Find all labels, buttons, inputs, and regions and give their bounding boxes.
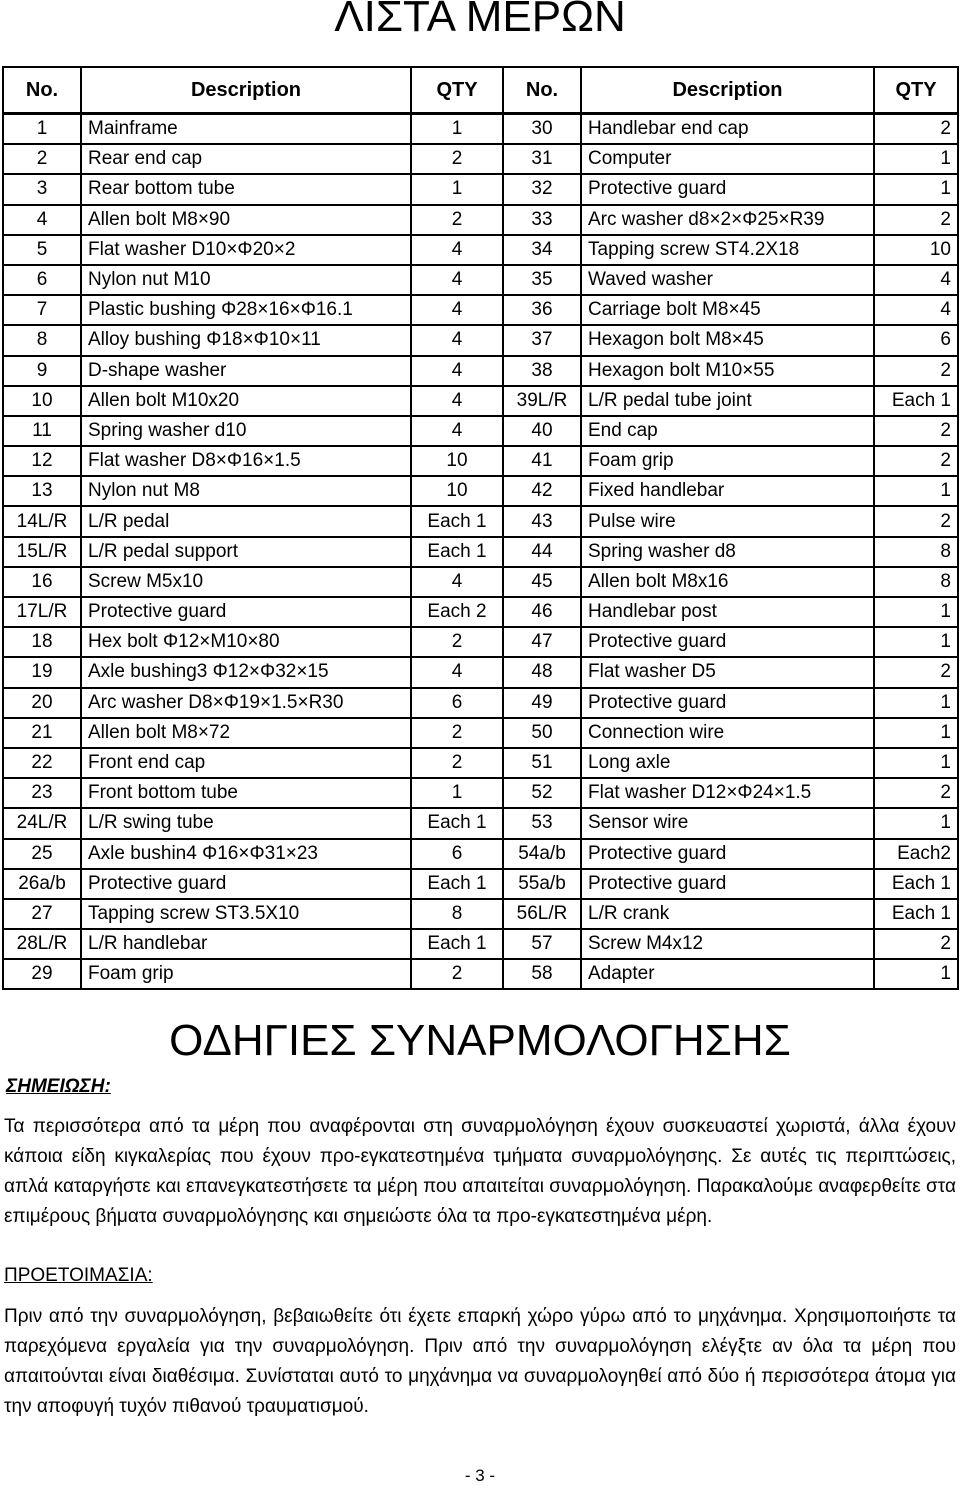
part-qty-right: 4 [874, 265, 958, 295]
part-description-right: Arc washer d8×2×Φ25×R39 [581, 205, 874, 235]
table-row [3, 235, 958, 265]
part-no-left: 21 [3, 718, 81, 748]
part-no-left: 22 [3, 748, 81, 778]
part-description-left: Arc washer D8×Φ19×1.5×R30 [81, 688, 411, 718]
header-no-left: No. [3, 67, 81, 114]
part-qty-left: 6 [411, 688, 503, 718]
part-no-left: 26a/b [3, 869, 81, 899]
part-no-left: 28L/R [3, 929, 81, 959]
part-qty-right: 2 [874, 506, 958, 536]
part-qty-right: 4 [874, 295, 958, 325]
preparation-label: ΠΡΟΕΤΟΙΜΑΣΙΑ: [4, 1265, 153, 1286]
part-no-left: 3 [3, 174, 81, 204]
table-row [3, 869, 958, 899]
table-row [3, 174, 958, 204]
table-row [3, 476, 958, 506]
part-description-right: Sensor wire [581, 808, 874, 838]
part-qty-right: 1 [874, 627, 958, 657]
part-description-left: Plastic bushing Φ28×16×Φ16.1 [81, 295, 411, 325]
part-qty-left: 2 [411, 748, 503, 778]
part-description-left: L/R swing tube [81, 808, 411, 838]
table-row [3, 959, 958, 989]
part-qty-right: 1 [874, 808, 958, 838]
part-no-left: 20 [3, 688, 81, 718]
table-row [3, 416, 958, 446]
part-description-right: Flat washer D12×Φ24×1.5 [581, 778, 874, 808]
part-no-right: 43 [503, 506, 581, 536]
part-description-right: Adapter [581, 959, 874, 989]
part-description-right: Pulse wire [581, 506, 874, 536]
part-no-left: 19 [3, 657, 81, 687]
part-no-right: 31 [503, 144, 581, 174]
part-no-left: 11 [3, 416, 81, 446]
part-qty-right: 1 [874, 476, 958, 506]
part-qty-left: 10 [411, 446, 503, 476]
part-description-left: Foam grip [81, 959, 411, 989]
part-description-left: D-shape washer [81, 356, 411, 386]
header-description-right: Description [581, 67, 874, 114]
part-no-left: 10 [3, 386, 81, 416]
part-description-right: Allen bolt M8x16 [581, 567, 874, 597]
part-no-right: 34 [503, 235, 581, 265]
part-description-left: Allen bolt M8×90 [81, 205, 411, 235]
part-qty-left: 4 [411, 386, 503, 416]
part-description-left: Axle bushing3 Φ12×Φ32×15 [81, 657, 411, 687]
part-qty-left: 4 [411, 416, 503, 446]
part-no-right: 55a/b [503, 869, 581, 899]
table-row [3, 295, 958, 325]
page-number: - 3 - [464, 1466, 496, 1485]
part-no-left: 2 [3, 144, 81, 174]
header-qty-right: QTY [874, 67, 958, 114]
part-no-left: 23 [3, 778, 81, 808]
part-qty-right: 8 [874, 567, 958, 597]
part-qty-right: 2 [874, 205, 958, 235]
part-qty-left: 4 [411, 356, 503, 386]
part-no-right: 32 [503, 174, 581, 204]
part-description-right: Long axle [581, 748, 874, 778]
table-row [3, 265, 958, 295]
part-description-right: Hexagon bolt M8×45 [581, 325, 874, 355]
table-row [3, 718, 958, 748]
part-no-left: 15L/R [3, 537, 81, 567]
part-description-right: Tapping screw ST4.2X18 [581, 235, 874, 265]
part-qty-left: Each 2 [411, 597, 503, 627]
part-qty-right: 1 [874, 748, 958, 778]
part-description-right: Protective guard [581, 688, 874, 718]
table-row [3, 597, 958, 627]
part-description-left: Mainframe [81, 114, 411, 145]
part-qty-left: 2 [411, 144, 503, 174]
part-description-right: Foam grip [581, 446, 874, 476]
part-description-left: L/R pedal support [81, 537, 411, 567]
part-qty-left: 6 [411, 839, 503, 869]
header-no-right: No. [503, 67, 581, 114]
table-row [3, 839, 958, 869]
table-row [3, 627, 958, 657]
parts-table-body [3, 114, 958, 990]
table-row [3, 205, 958, 235]
part-qty-right: 1 [874, 174, 958, 204]
part-qty-left: Each 1 [411, 808, 503, 838]
table-row [3, 567, 958, 597]
part-description-left: Flat washer D8×Φ16×1.5 [81, 446, 411, 476]
table-row [3, 808, 958, 838]
part-description-left: Allen bolt M8×72 [81, 718, 411, 748]
part-qty-right: 1 [874, 688, 958, 718]
part-no-right: 50 [503, 718, 581, 748]
part-no-left: 27 [3, 899, 81, 929]
part-no-right: 35 [503, 265, 581, 295]
part-qty-right: 1 [874, 144, 958, 174]
part-description-right: Waved washer [581, 265, 874, 295]
part-no-left: 7 [3, 295, 81, 325]
table-row [3, 446, 958, 476]
table-row [3, 537, 958, 567]
part-qty-left: Each 1 [411, 537, 503, 567]
part-qty-left: 2 [411, 959, 503, 989]
part-description-right: Fixed handlebar [581, 476, 874, 506]
part-description-right: Hexagon bolt M10×55 [581, 356, 874, 386]
part-no-right: 42 [503, 476, 581, 506]
table-row [3, 748, 958, 778]
part-qty-right: 2 [874, 778, 958, 808]
part-qty-left: 4 [411, 567, 503, 597]
part-no-left: 25 [3, 839, 81, 869]
part-no-left: 12 [3, 446, 81, 476]
part-qty-right: 2 [874, 356, 958, 386]
part-no-right: 40 [503, 416, 581, 446]
part-no-left: 8 [3, 325, 81, 355]
part-qty-left: 8 [411, 899, 503, 929]
part-description-right: End cap [581, 416, 874, 446]
part-no-right: 57 [503, 929, 581, 959]
part-qty-left: 1 [411, 778, 503, 808]
part-no-right: 47 [503, 627, 581, 657]
table-row [3, 356, 958, 386]
part-description-left: Front bottom tube [81, 778, 411, 808]
part-description-left: Protective guard [81, 869, 411, 899]
assembly-instructions-title: ΟΔΗΓΙΕΣ ΣΥΝΑΡΜΟΛΟΓΗΣΗΣ [169, 1016, 791, 1065]
part-qty-right: 10 [874, 235, 958, 265]
part-description-left: Hex bolt Φ12×M10×80 [81, 627, 411, 657]
table-row [3, 386, 958, 416]
part-description-left: Axle bushin4 Φ16×Φ31×23 [81, 839, 411, 869]
part-no-left: 6 [3, 265, 81, 295]
part-description-left: Spring washer d10 [81, 416, 411, 446]
table-row [3, 144, 958, 174]
part-description-left: L/R pedal [81, 506, 411, 536]
part-qty-right: 2 [874, 657, 958, 687]
part-description-right: Computer [581, 144, 874, 174]
part-description-right: Protective guard [581, 174, 874, 204]
part-description-right: L/R pedal tube joint [581, 386, 874, 416]
part-no-right: 48 [503, 657, 581, 687]
part-description-left: L/R handlebar [81, 929, 411, 959]
table-row [3, 688, 958, 718]
part-qty-right: Each 1 [874, 386, 958, 416]
part-qty-right: 6 [874, 325, 958, 355]
part-no-right: 53 [503, 808, 581, 838]
note-paragraph: Τα περισσότερα από τα μέρη που αναφέρονται στη συναρμολόγηση έχουν συσκευαστεί χωριστά, άλλα έχουν κάποια είδη κιγκαλερίας που έχουν προ-εγκατεστημένα τμήματα συναρμολόγησης. Σε αυτές τις περιπτώσεις, απλά καταργήστε και επανεγκατεστήσετε τα μέρη που απαιτείται συναρμολόγηση. Παρακαλούμε αναφερθείτε στα επιμέρους βήματα συναρμολόγησης και σημειώστε όλα τα προ-εγκατεστημένα μέρη. [4, 1116, 956, 1227]
part-qty-right: Each 1 [874, 869, 958, 899]
part-no-right: 39L/R [503, 386, 581, 416]
part-no-left: 4 [3, 205, 81, 235]
part-no-right: 58 [503, 959, 581, 989]
part-description-left: Nylon nut M10 [81, 265, 411, 295]
part-qty-right: 1 [874, 959, 958, 989]
part-qty-right: 1 [874, 718, 958, 748]
part-no-left: 14L/R [3, 506, 81, 536]
part-description-right: Screw M4x12 [581, 929, 874, 959]
part-qty-right: Each 1 [874, 899, 958, 929]
part-description-right: Carriage bolt M8×45 [581, 295, 874, 325]
part-qty-right: 8 [874, 537, 958, 567]
part-description-right: L/R crank [581, 899, 874, 929]
part-no-left: 24L/R [3, 808, 81, 838]
part-qty-left: 2 [411, 627, 503, 657]
part-description-left: Protective guard [81, 597, 411, 627]
table-row [3, 778, 958, 808]
part-description-right: Handlebar post [581, 597, 874, 627]
part-description-left: Screw M5x10 [81, 567, 411, 597]
part-no-right: 36 [503, 295, 581, 325]
part-description-left: Rear end cap [81, 144, 411, 174]
part-qty-right: Each2 [874, 839, 958, 869]
part-description-left: Rear bottom tube [81, 174, 411, 204]
table-header-row [3, 67, 958, 114]
part-no-left: 18 [3, 627, 81, 657]
part-no-right: 51 [503, 748, 581, 778]
table-row [3, 657, 958, 687]
part-description-right: Protective guard [581, 839, 874, 869]
part-no-left: 29 [3, 959, 81, 989]
part-no-left: 9 [3, 356, 81, 386]
part-qty-left: 10 [411, 476, 503, 506]
table-row [3, 506, 958, 536]
part-qty-left: 4 [411, 235, 503, 265]
part-no-right: 52 [503, 778, 581, 808]
part-no-left: 5 [3, 235, 81, 265]
part-no-right: 54a/b [503, 839, 581, 869]
part-description-left: Flat washer D10×Φ20×2 [81, 235, 411, 265]
part-qty-left: 4 [411, 325, 503, 355]
part-no-left: 13 [3, 476, 81, 506]
part-qty-left: 4 [411, 657, 503, 687]
part-qty-left: Each 1 [411, 929, 503, 959]
part-no-right: 44 [503, 537, 581, 567]
table-row [3, 899, 958, 929]
part-no-right: 46 [503, 597, 581, 627]
part-description-right: Protective guard [581, 627, 874, 657]
part-description-left: Nylon nut M8 [81, 476, 411, 506]
part-description-right: Connection wire [581, 718, 874, 748]
part-no-left: 17L/R [3, 597, 81, 627]
part-qty-left: 4 [411, 295, 503, 325]
part-description-right: Handlebar end cap [581, 114, 874, 145]
parts-table [2, 66, 959, 990]
part-description-left: Allen bolt M10x20 [81, 386, 411, 416]
part-qty-right: 2 [874, 929, 958, 959]
part-description-right: Flat washer D5 [581, 657, 874, 687]
part-no-right: 30 [503, 114, 581, 145]
part-qty-right: 2 [874, 446, 958, 476]
part-qty-right: 2 [874, 416, 958, 446]
part-no-right: 56L/R [503, 899, 581, 929]
part-no-right: 41 [503, 446, 581, 476]
part-qty-right: 2 [874, 114, 958, 145]
part-description-left: Front end cap [81, 748, 411, 778]
part-qty-left: 1 [411, 114, 503, 145]
part-no-right: 37 [503, 325, 581, 355]
part-qty-left: 2 [411, 718, 503, 748]
table-row [3, 325, 958, 355]
part-qty-left: 1 [411, 174, 503, 204]
note-label: ΣΗΜΕΙΩΣΗ: [6, 1076, 111, 1097]
part-no-right: 45 [503, 567, 581, 597]
part-qty-left: Each 1 [411, 506, 503, 536]
table-row [3, 929, 958, 959]
table-row [3, 114, 958, 145]
part-no-right: 38 [503, 356, 581, 386]
part-description-left: Tapping screw ST3.5X10 [81, 899, 411, 929]
part-description-left: Alloy bushing Φ18×Φ10×11 [81, 325, 411, 355]
part-no-right: 33 [503, 205, 581, 235]
part-description-right: Protective guard [581, 869, 874, 899]
part-qty-right: 1 [874, 597, 958, 627]
part-no-left: 16 [3, 567, 81, 597]
page-title: ΛΙΣΤΑ ΜΕΡΩΝ [334, 0, 626, 41]
part-description-right: Spring washer d8 [581, 537, 874, 567]
preparation-paragraph: Πριν από την συναρμολόγηση, βεβαιωθείτε ότι έχετε επαρκή χώρο γύρω από το μηχάνημα. Χρησιμοποιήστε τα παρεχόμενα εργαλεία για την συναρμολόγηση. Πριν από την συναρμολόγηση ελέγξτε αν όλα τα μέρη που απαιτούνται είναι διαθέσιμα. Συνίσταται αυτό το μηχάνημα να συναρμολογηθεί από δύο ή περισσότερα άτομα για την αποφυγή τυχόν πιθανού τραυματισμού. [4, 1306, 956, 1417]
part-no-left: 1 [3, 114, 81, 145]
part-qty-left: Each 1 [411, 869, 503, 899]
header-qty-left: QTY [411, 67, 503, 114]
part-qty-left: 4 [411, 265, 503, 295]
header-description-left: Description [81, 67, 411, 114]
part-qty-left: 2 [411, 205, 503, 235]
part-no-right: 49 [503, 688, 581, 718]
